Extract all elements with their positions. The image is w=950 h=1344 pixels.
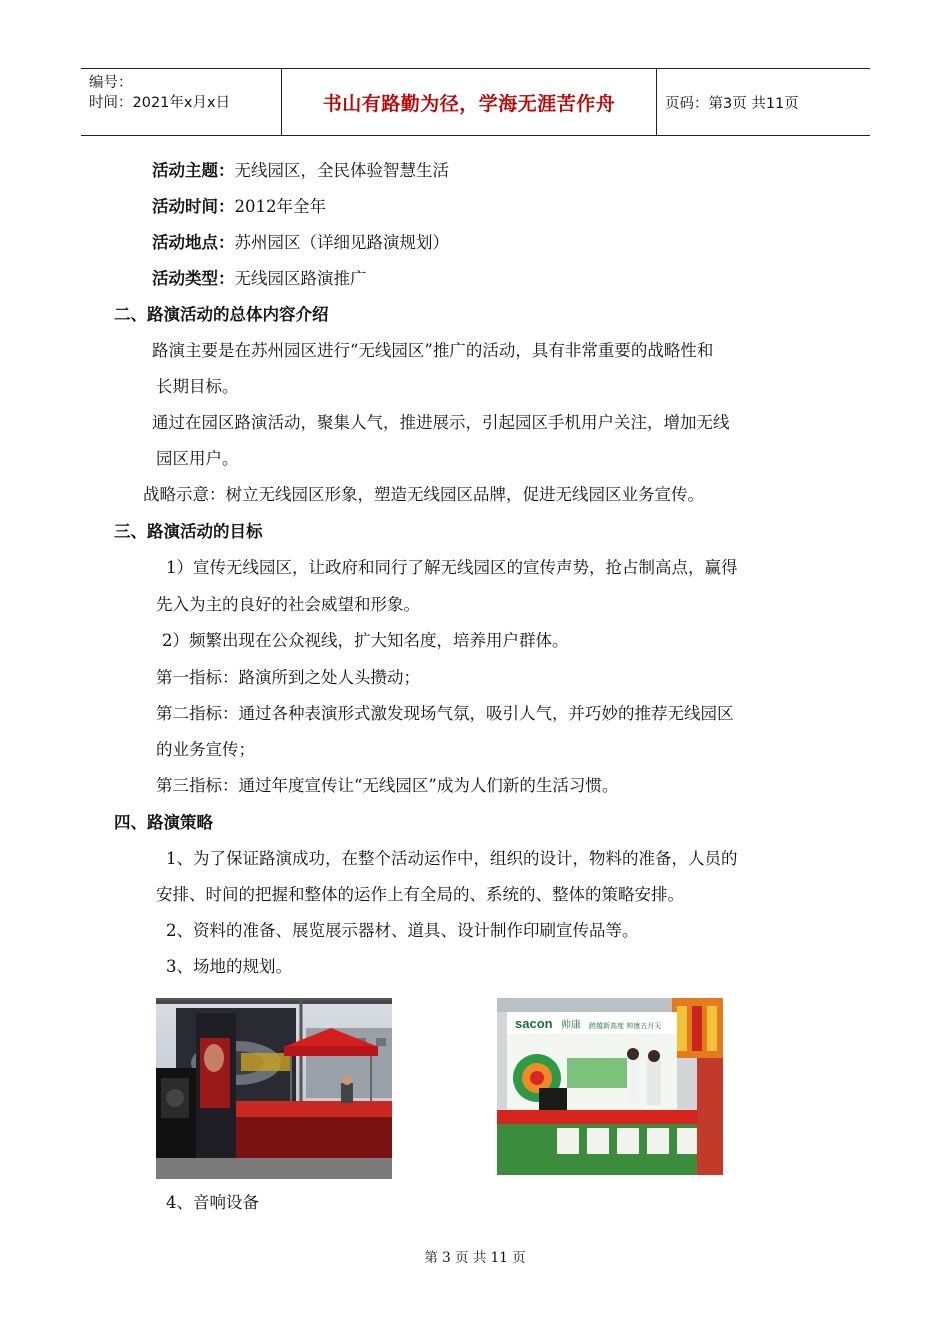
- info-location: 活动地点：苏州园区（详细见路演规划）: [152, 233, 449, 252]
- sacon-brand: sacon: [515, 1016, 553, 1031]
- section3-line: 2）频繁出现在公众视线，扩大知名度，培养用户群体。: [162, 631, 569, 650]
- section2-title: 二、路演活动的总体内容介绍: [114, 305, 329, 324]
- header-motto: 书山有路勤为径，学海无涯苦作舟: [282, 69, 657, 135]
- section3-line: 1）宣传无线园区，让政府和同行了解无线园区的宣传声势，抢占制高点，赢得: [166, 558, 738, 577]
- page-header: [81, 68, 870, 136]
- sacon-brand-cn: 帅康: [561, 1020, 581, 1031]
- section4-line: 3、场地的规划。: [166, 957, 292, 976]
- section4-line: 1、为了保证路演成功，在整个活动运作中，组织的设计，物料的准备，人员的: [166, 849, 738, 868]
- section2-line: 战略示意：树立无线园区形象，塑造无线园区品牌，促进无线园区业务宣传。: [143, 485, 704, 504]
- info-type: 活动类型：无线园区路演推广: [152, 269, 367, 288]
- section3-line: 先入为主的良好的社会威望和形象。: [156, 595, 420, 614]
- section4-line: 2、资料的准备、展览展示器材、道具、设计制作印刷宣传品等。: [166, 921, 639, 940]
- section4-title: 四、路演策略: [114, 813, 213, 832]
- section4-line: 安排、时间的把握和整体的运作上有全局的、系统的、整体的策略安排。: [156, 885, 684, 904]
- info-theme: 活动主题：无线园区，全民体验智慧生活: [152, 161, 449, 180]
- info-time: 活动时间：2012年全年: [152, 197, 326, 216]
- section2-line: 路演主要是在苏州园区进行“无线园区”推广的活动，具有非常重要的战略性和: [152, 341, 714, 360]
- section3-line: 第三指标：通过年度宣传让“无线园区”成为人们新的生活习惯。: [156, 776, 619, 795]
- section2-line: 园区用户。: [156, 449, 239, 468]
- section2-line: 通过在园区路演活动，聚集人气，推进展示，引起园区手机用户关注，增加无线: [152, 413, 730, 432]
- date-label: 时间：2021年x月x日: [89, 95, 231, 111]
- sacon-slogan: 跨越新高度 帅康五月天: [589, 1022, 662, 1030]
- number-label: 编号：: [89, 75, 133, 91]
- section3-line: 的业务宣传；: [156, 740, 255, 759]
- section2-line: 长期目标。: [156, 377, 239, 396]
- section3-line: 第一指标：路演所到之处人头攒动；: [156, 668, 420, 687]
- stage-photo-2: [497, 998, 723, 1175]
- stage-photo-1: [156, 998, 392, 1179]
- section3-title: 三、路演活动的目标: [114, 522, 263, 541]
- section3-line: 第二指标：通过各种表演形式激发现场气氛，吸引人气，并巧妙的推荐无线园区: [156, 704, 734, 723]
- page-footer: 第 3 页 共 11 页: [424, 1250, 526, 1266]
- header-page-info: 页码：第3页 共11页: [665, 95, 799, 112]
- section4-item-audio: 4、音响设备: [166, 1193, 259, 1212]
- stage-photo-2-image: [497, 998, 723, 1175]
- stage-photo-1-image: [156, 998, 392, 1179]
- header-left-cell: [81, 69, 282, 135]
